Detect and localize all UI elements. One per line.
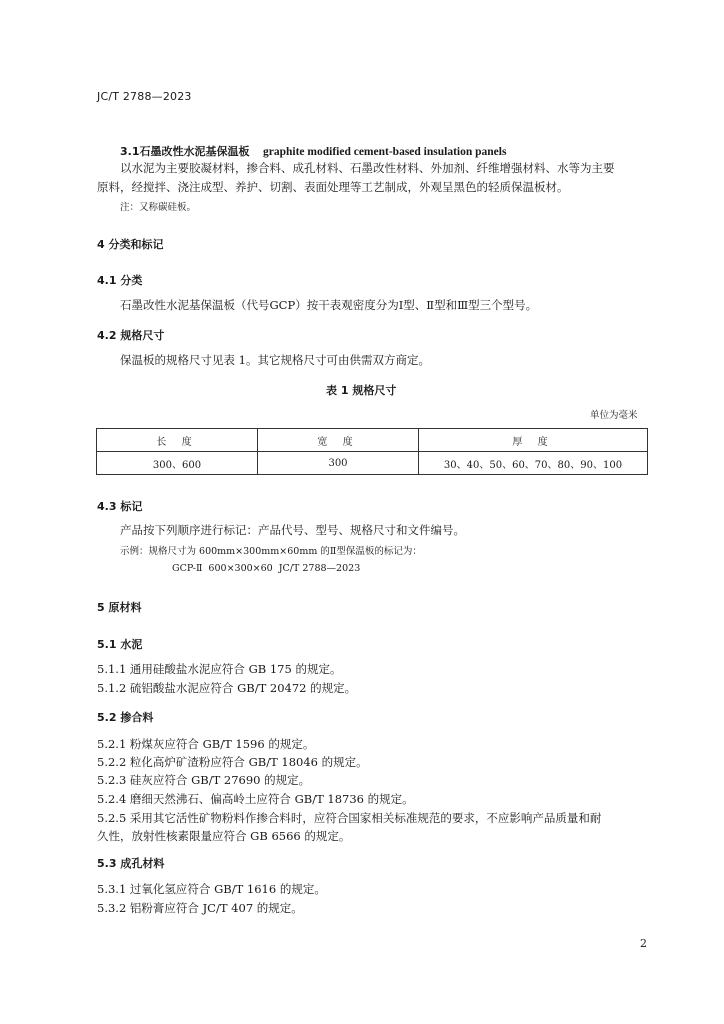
definition-3-1-heading	[120, 143, 506, 159]
section-5-3-heading: 5.3 成孔材料	[97, 857, 165, 870]
table-1-title: 表 1 规格尺寸	[326, 384, 397, 397]
definition-note: 注：又称碳硅板。	[120, 202, 197, 213]
table-row	[97, 452, 648, 475]
section-4-2-text: 保温板的规格尺寸见表 1。其它规格尺寸可由供需双方商定。	[120, 353, 430, 367]
list-item: 5.2.5 采用其它活性矿物粉料作掺合料时，应符合国家相关标准规范的要求，不应影响产品质量和耐	[97, 811, 602, 825]
cell-thickness: 30、40、50、60、70、80、90、100	[419, 452, 648, 475]
marking-example: GCP-Ⅱ 600×300×60 JC/T 2788—2023	[172, 563, 361, 574]
section-4-3-text: 产品按下列顺序进行标记：产品代号、型号、规格尺寸和文件编号。	[120, 523, 465, 537]
header-width: 宽 度	[258, 429, 419, 452]
page-number: 2	[640, 937, 647, 950]
list-item-continuation: 久性，放射性核素限量应符合 GB 6566 的规定。	[97, 829, 351, 843]
table-header-row	[97, 429, 648, 452]
list-item: 5.2.2 粒化高炉矿渣粉应符合 GB/T 18046 的规定。	[97, 755, 368, 769]
section-5-2-heading: 5.2 掺合料	[97, 711, 154, 724]
definition-text-line1: 以水泥为主要胶凝材料，掺合料、成孔材料、石墨改性材料、外加剂、纤维增强材料、水等为主要	[120, 161, 615, 175]
list-item: 5.1.1 通用硅酸盐水泥应符合 GB 175 的规定。	[97, 662, 342, 676]
definition-title-cn: 3.1石墨改性水泥基保温板	[120, 145, 250, 158]
list-item: 5.3.1 过氧化氢应符合 GB/T 1616 的规定。	[97, 882, 326, 896]
section-5-1-heading: 5.1 水泥	[97, 638, 143, 651]
table-1-unit: 单位为毫米	[590, 410, 638, 421]
list-item: 5.2.1 粉煤灰应符合 GB/T 1596 的规定。	[97, 737, 315, 751]
standard-code-header: JC/T 2788—2023	[97, 90, 192, 103]
header-length: 长 度	[97, 429, 258, 452]
section-4-2-heading: 4.2 规格尺寸	[97, 329, 165, 342]
list-item: 5.1.2 硫铝酸盐水泥应符合 GB/T 20472 的规定。	[97, 681, 357, 695]
spec-table	[96, 428, 648, 475]
definition-title-en: graphite modified cement-based insulation panels	[263, 146, 507, 158]
section-4-heading: 4 分类和标记	[97, 238, 164, 251]
section-4-3-heading: 4.3 标记	[97, 500, 143, 513]
list-item: 5.2.4 磨细天然沸石、偏高岭土应符合 GB/T 18736 的规定。	[97, 792, 414, 806]
list-item: 5.3.2 铝粉膏应符合 JC/T 407 的规定。	[97, 901, 303, 915]
marking-example-label: 示例：规格尺寸为 600mm×300mm×60mm 的Ⅱ型保温板的标记为：	[120, 546, 422, 557]
header-thickness: 厚 度	[419, 429, 648, 452]
section-5-heading: 5 原材料	[97, 601, 142, 614]
cell-length: 300、600	[97, 452, 258, 475]
section-4-1-text: 石墨改性水泥基保温板（代号GCP）按干表观密度分为Ⅰ型、Ⅱ型和Ⅲ型三个型号。	[120, 298, 538, 312]
list-item: 5.2.3 硅灰应符合 GB/T 27690 的规定。	[97, 773, 311, 787]
cell-width: 300	[258, 452, 419, 475]
section-4-1-heading: 4.1 分类	[97, 274, 143, 287]
definition-text-line2: 原料，经搅拌、浇注成型、养护、切割、表面处理等工艺制成，外观呈黑色的轻质保温板材。	[97, 180, 569, 194]
